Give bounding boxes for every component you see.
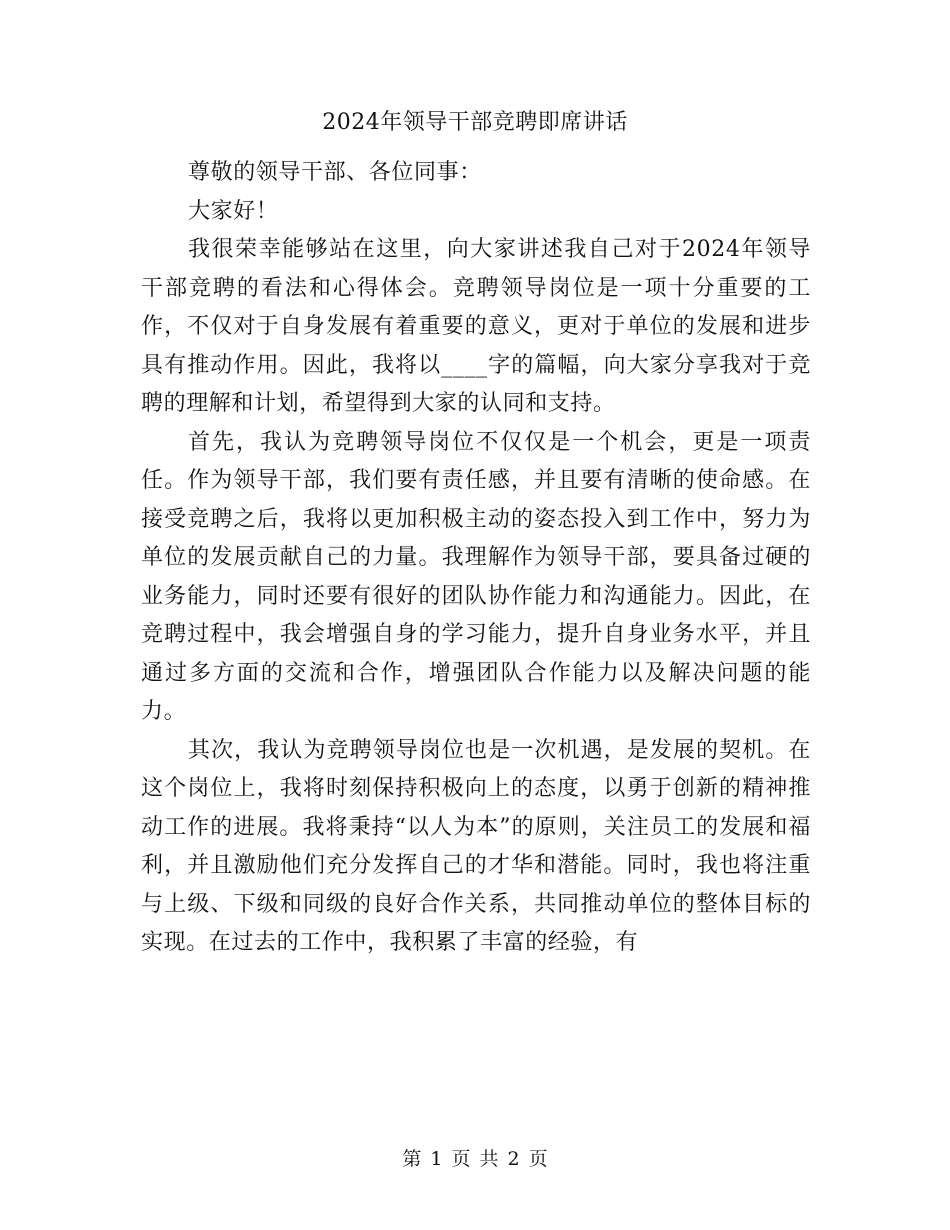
paragraph-intro: 我很荣幸能够站在这里，向大家讲述我自己对于2024年领导干部竞聘的看法和心得体会。竞聘领导岗位是一项十分重要的工作，不仅对于自身发展有着重要的意义，更对于单位的发展和进步具有推动作用。因此，我将以____字的篇幅，向大家分享我对于竞聘的理解和计划，希望得到大家的认同和支持。 (141, 237, 811, 416)
paragraph-second: 其次，我认为竞聘领导岗位也是一次机遇，是发展的契机。在这个岗位上，我将时刻保持积极向上的态度，以勇于创新的精神推动工作的进展。我将秉持“以人为本”的原则，关注员工的发展和福利，并且激励他们充分发挥自己的才华和潜能。同时，我也将注重与上级、下级和同级的良好合作关系，共同推动单位的整体目标的实现。在过去的工作中，我积累了丰富的经验，有 (141, 737, 811, 955)
document-title: 2024年领导干部竞聘即席讲话 (322, 110, 628, 135)
greeting: 大家好！ (188, 198, 279, 224)
salutation: 尊敬的领导干部、各位同事： (188, 160, 482, 185)
document-body (141, 154, 811, 963)
page-number-footer: 第 1 页 共 2 页 (402, 1148, 548, 1170)
paragraph-first: 首先，我认为竞聘领导岗位不仅仅是一个机会，更是一项责任。作为领导干部，我们要有责任感，并且要有清晰的使命感。在接受竞聘之后，我将以更加积极主动的姿态投入到工作中，努力为单位的发展贡献自己的力量。我理解作为领导干部，要具备过硬的业务能力，同时还要有很好的团队协作能力和沟通能力。因此，在竞聘过程中，我会增强自身的学习能力，提升自身业务水平，并且通过多方面的交流和合作，增强团队合作能力以及解决问题的能力。 (141, 429, 811, 724)
